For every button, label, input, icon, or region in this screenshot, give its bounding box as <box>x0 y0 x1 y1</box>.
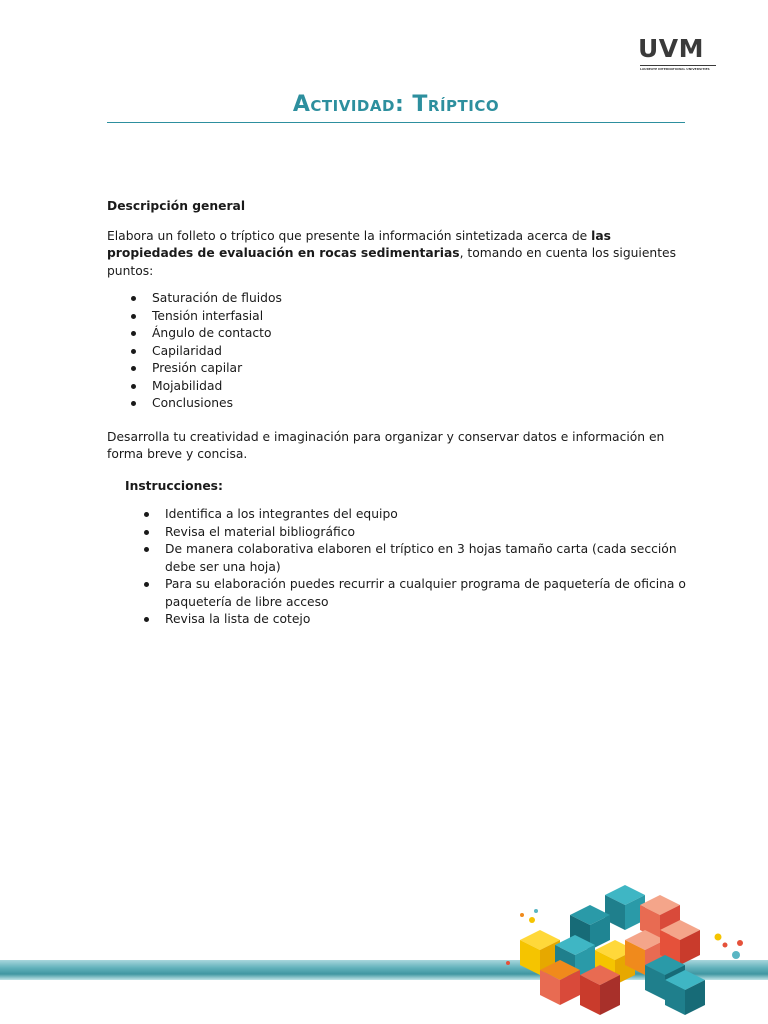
description-closing: Desarrolla tu creatividad e imaginación para organizar y conservar datos e información en forma breve y concisa. <box>107 429 665 461</box>
intro-text-bold: las propiedades de evaluación en rocas sedimentarias <box>107 228 611 260</box>
list-item: Mojabilidad <box>152 378 687 396</box>
list-item: De manera colaborativa elaboren el tríptico en 3 hojas tamaño carta (cada sección debe ser una hoja) <box>165 541 687 576</box>
instructions-heading: Instrucciones: <box>125 478 223 493</box>
list-item: Revisa el material bibliográfico <box>165 524 687 542</box>
page-title: Actividad: Tríptico <box>292 92 500 117</box>
uvm-logo <box>638 36 720 72</box>
list-item: Saturación de fluidos <box>152 290 687 308</box>
list-item: Presión capilar <box>152 360 687 378</box>
instructions-list <box>107 506 687 629</box>
logo-text: UVM <box>638 34 705 63</box>
logo-subtitle: LAUREATE INTERNATIONAL UNIVERSITIES <box>640 67 710 71</box>
list-item: Conclusiones <box>152 395 687 413</box>
intro-text-before: Elabora un folleto o tríptico que presente la información sintetizada acerca de <box>107 228 592 243</box>
list-item: Capilaridad <box>152 343 687 361</box>
decorative-cubes <box>500 875 768 1024</box>
logo-underline <box>640 65 716 66</box>
document-body <box>107 198 687 629</box>
description-intro <box>107 228 687 281</box>
title-divider <box>107 122 685 123</box>
description-heading: Descripción general <box>107 199 246 213</box>
list-item: Ángulo de contacto <box>152 325 687 343</box>
list-item: Identifica a los integrantes del equipo <box>165 506 687 524</box>
list-item: Revisa la lista de cotejo <box>165 611 687 629</box>
list-item: Para su elaboración puedes recurrir a cualquier programa de paquetería de oficina o paquetería de libre acceso <box>165 576 687 611</box>
list-item: Tensión interfasial <box>152 308 687 326</box>
intro-text-after: , tomando en cuenta los siguientes puntos: <box>107 246 676 278</box>
points-list <box>107 290 687 413</box>
